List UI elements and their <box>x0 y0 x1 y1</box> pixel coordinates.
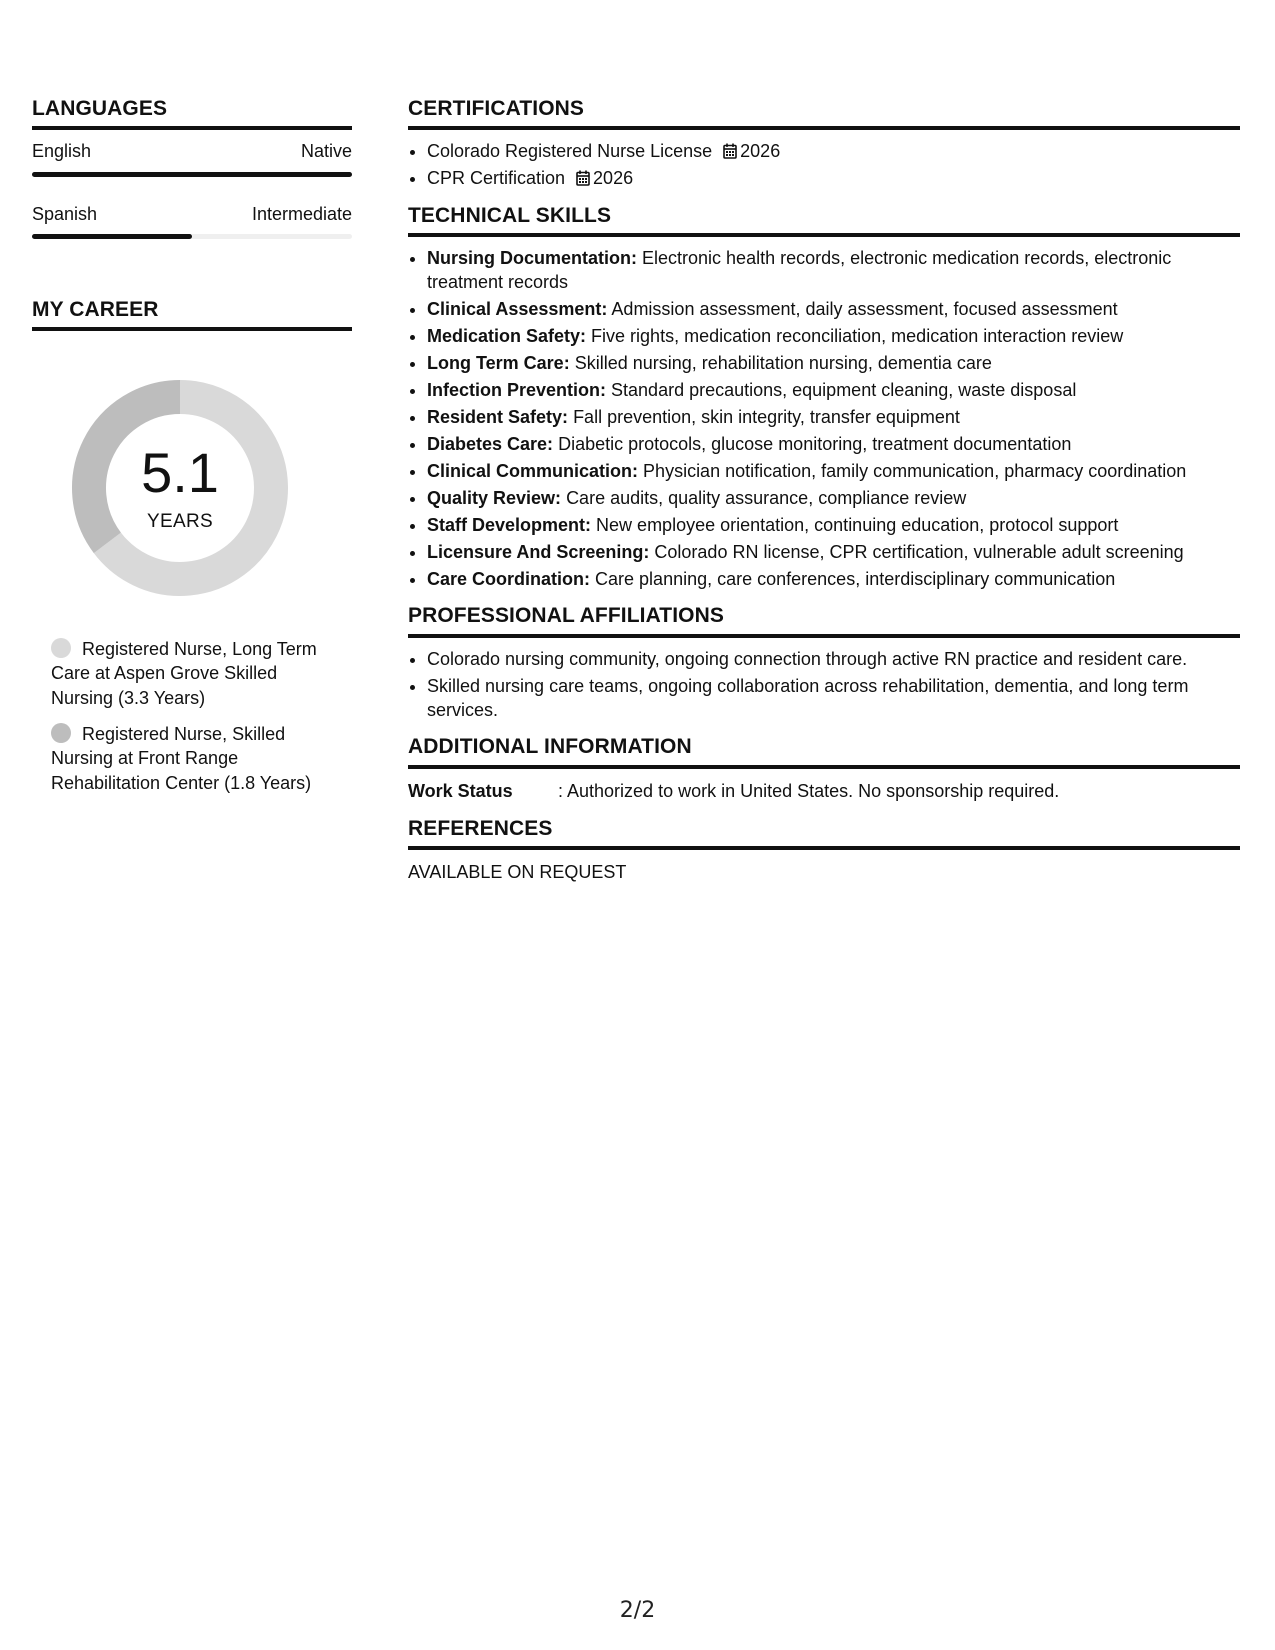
certification-name: Colorado Registered Nurse License <box>427 141 713 162</box>
career-item-label: Registered Nurse, Skilled Nursing at Front Range Rehabilitation Center (1.8 Years) <box>51 724 312 793</box>
certification-item <box>427 140 1240 164</box>
skill-item <box>427 568 1240 592</box>
skill-item <box>427 298 1240 322</box>
donut-center <box>65 373 295 603</box>
skill-text: Colorado RN license, CPR certification, vulnerable adult screening <box>654 541 1184 562</box>
affiliations-list <box>408 648 1240 723</box>
career-title: MY CAREER <box>32 297 352 331</box>
skill-text: Physician notification, family communication, pharmacy coordination <box>643 460 1187 481</box>
references-text: AVAILABLE ON REQUEST <box>408 862 627 882</box>
skill-text: Skilled nursing, rehabilitation nursing, dementia care <box>574 353 992 373</box>
language-proficiency-fill <box>32 172 352 177</box>
skill-label: Nursing Documentation: <box>427 248 637 269</box>
references-title: REFERENCES <box>408 816 1240 850</box>
certification-name: CPR Certification <box>427 168 566 189</box>
additional-info-title: ADDITIONAL INFORMATION <box>408 734 1240 768</box>
skill-text: Five rights, medication reconciliation, medication interaction review <box>591 326 1124 347</box>
skill-item <box>427 325 1240 349</box>
references-section <box>408 816 1240 885</box>
certification-year: 2026 <box>740 141 781 162</box>
skill-label: Staff Development: <box>427 514 592 535</box>
legend-dot-icon <box>51 723 71 743</box>
language-item <box>32 140 352 176</box>
skill-item <box>427 541 1240 565</box>
career-section <box>32 297 352 795</box>
skill-label: Clinical Assessment: <box>427 299 608 320</box>
language-name: English <box>32 141 92 162</box>
language-proficiency-bar <box>32 234 352 239</box>
calendar-icon <box>723 143 737 159</box>
calendar-icon <box>576 170 590 186</box>
skill-label: Long Term Care: <box>427 353 570 373</box>
skill-text: Fall prevention, skin integrity, transfer equipment <box>573 406 960 427</box>
career-item-label: Registered Nurse, Long Term Care at Aspen Grove Skilled Nursing (3.3 Years) <box>51 639 317 708</box>
left-column <box>32 96 352 807</box>
skill-item <box>427 352 1240 376</box>
additional-info-section <box>408 734 1240 803</box>
skill-label: Resident Safety: <box>427 406 569 427</box>
languages-section <box>32 96 352 239</box>
work-status-label: Work Status <box>408 780 513 801</box>
skill-item <box>427 433 1240 457</box>
language-level: Native <box>300 141 352 162</box>
certification-year: 2026 <box>593 168 634 189</box>
technical-skills-section <box>408 203 1240 591</box>
total-years-value: 5.1 <box>141 441 219 505</box>
career-item <box>51 722 341 795</box>
language-name: Spanish <box>32 203 98 224</box>
certifications-title: CERTIFICATIONS <box>408 96 1240 130</box>
language-proficiency-bar <box>32 172 352 177</box>
career-donut-chart <box>65 373 295 603</box>
skill-text: Standard precautions, equipment cleaning, waste disposal <box>611 379 1077 400</box>
skill-label: Clinical Communication: <box>427 460 639 481</box>
skill-item <box>427 247 1240 295</box>
skill-text: Admission assessment, daily assessment, focused assessment <box>611 299 1118 320</box>
language-item <box>32 203 352 239</box>
skill-text: Electronic health records, electronic medication records, electronic treatment records <box>427 248 1172 293</box>
skills-list <box>408 247 1240 591</box>
skill-item <box>427 406 1240 430</box>
skill-label: Licensure And Screening: <box>427 541 650 562</box>
skill-label: Care Coordination: <box>427 568 591 589</box>
career-list <box>51 637 341 795</box>
skill-text: Care planning, care conferences, interdisciplinary communication <box>595 568 1116 589</box>
skill-text: Care audits, quality assurance, compliance review <box>566 487 967 508</box>
skill-label: Diabetes Care: <box>427 433 554 454</box>
languages-title: LANGUAGES <box>32 96 352 130</box>
skill-label: Infection Prevention: <box>427 379 607 400</box>
work-status-value: : Authorized to work in United States. No sponsorship required. <box>558 780 1060 801</box>
skill-item <box>427 460 1240 484</box>
affiliation-item: • Skilled nursing care teams, ongoing collaboration across rehabilitation, dementia, and long term services. <box>427 675 1240 723</box>
certifications-section <box>408 96 1240 191</box>
language-proficiency-fill <box>32 234 192 239</box>
skill-item <box>427 487 1240 511</box>
skill-text: Diabetic protocols, glucose monitoring, treatment documentation <box>558 433 1072 454</box>
page-number: 2/2 <box>619 1598 656 1623</box>
total-years-unit: YEARS <box>147 511 213 533</box>
legend-dot-icon <box>51 638 71 658</box>
affiliations-title: PROFESSIONAL AFFILIATIONS <box>408 603 1240 637</box>
skill-label: Medication Safety: <box>427 326 587 347</box>
skill-item <box>427 379 1240 403</box>
affiliation-item: • Colorado nursing community, ongoing connection through active RN practice and resident care. <box>427 648 1240 672</box>
affiliations-section <box>408 603 1240 722</box>
skill-item <box>427 514 1240 538</box>
career-item <box>51 637 341 710</box>
technical-skills-title: TECHNICAL SKILLS <box>408 203 1240 237</box>
work-status-row <box>408 779 1240 804</box>
skill-text: New employee orientation, continuing education, protocol support <box>596 514 1119 535</box>
skill-label: Quality Review: <box>427 487 562 508</box>
language-level: Intermediate <box>251 203 352 224</box>
right-column <box>408 96 1240 897</box>
certification-item <box>427 167 1240 191</box>
certifications-list <box>408 140 1240 191</box>
